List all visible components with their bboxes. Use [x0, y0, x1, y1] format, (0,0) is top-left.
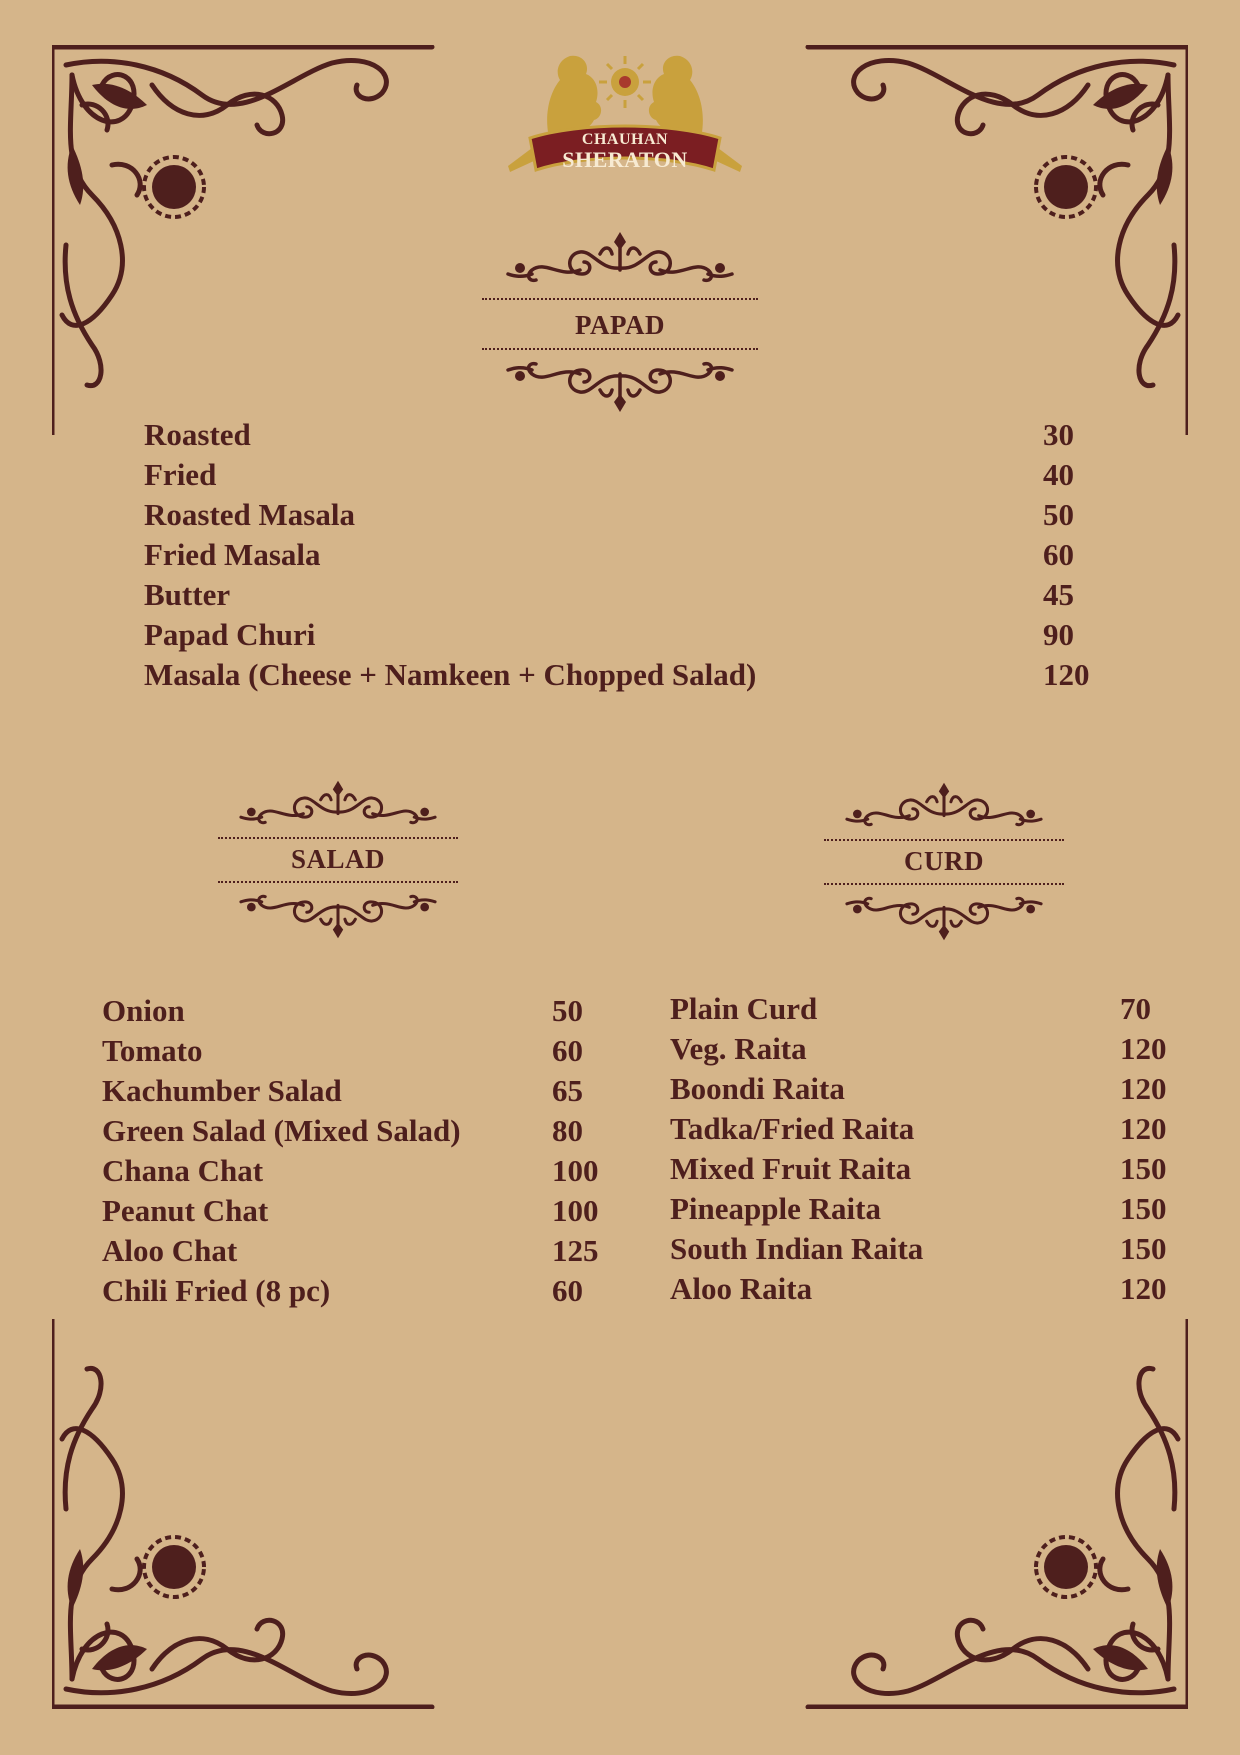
menu-item-price: 120: [1120, 1031, 1167, 1066]
menu-item-name: Roasted Masala: [144, 497, 355, 532]
dotted-rule: [482, 298, 758, 300]
menu-item-name: Tomato: [102, 1033, 203, 1068]
menu-item-price: 150: [1120, 1231, 1167, 1266]
menu-item-name: Fried Masala: [144, 537, 321, 572]
menu-item-price: 100: [552, 1153, 599, 1188]
menu-item-price: 65: [552, 1073, 583, 1108]
flourish-top-icon: [233, 779, 443, 831]
flourish-bottom-icon: [500, 354, 740, 414]
brand-line-1: CHAUHAN: [581, 131, 669, 148]
menu-item-price: 50: [552, 993, 583, 1028]
menu-item-name: Kachumber Salad: [102, 1073, 342, 1108]
dotted-rule: [218, 881, 458, 883]
menu-item-price: 60: [552, 1273, 583, 1308]
brand-logo: [500, 42, 750, 192]
menu-item-name: Roasted: [144, 417, 251, 452]
dotted-rule: [482, 348, 758, 350]
papad-section-header: [482, 230, 758, 420]
menu-item-name: Mixed Fruit Raita: [670, 1151, 912, 1186]
corner-ornament-top-left: [52, 45, 452, 435]
menu-item-price: 70: [1120, 991, 1151, 1026]
menu-item-price: 120: [1120, 1271, 1167, 1306]
menu-item-price: 120: [1120, 1111, 1167, 1146]
corner-ornament-top-right: [788, 45, 1188, 435]
menu-item-price: 150: [1120, 1151, 1167, 1186]
menu-item-name: Butter: [144, 577, 231, 612]
menu-item-price: 45: [1043, 577, 1074, 612]
menu-item-price: 30: [1043, 417, 1074, 452]
menu-item-price: 150: [1120, 1191, 1167, 1226]
dotted-rule: [824, 839, 1064, 841]
menu-item-name: Chili Fried (8 pc): [102, 1273, 331, 1308]
flourish-bottom-icon: [839, 890, 1049, 942]
menu-item-price: 50: [1043, 497, 1074, 532]
menu-item-price: 120: [1120, 1071, 1167, 1106]
menu-item-name: Onion: [102, 993, 185, 1028]
corner-ornament-bottom-left: [52, 1319, 452, 1709]
flourish-top-icon: [500, 230, 740, 290]
menu-item-name: Masala (Cheese + Namkeen + Chopped Salad): [144, 657, 757, 692]
section-title: SALAD: [290, 844, 386, 874]
corner-ornament-bottom-right: [788, 1319, 1188, 1709]
menu-item-name: Green Salad (Mixed Salad): [102, 1113, 461, 1148]
menu-item-name: South Indian Raita: [670, 1231, 924, 1266]
section-title: PAPAD: [575, 310, 665, 340]
menu-item-price: 60: [1043, 537, 1074, 572]
menu-item-name: Boondi Raita: [670, 1071, 845, 1106]
dotted-rule: [824, 883, 1064, 885]
menu-item-name: Pineapple Raita: [670, 1191, 881, 1226]
menu-item-name: Peanut Chat: [102, 1193, 269, 1228]
brand-line-2: SHERATON: [562, 147, 688, 172]
section-title: CURD: [904, 846, 984, 876]
menu-item-name: Aloo Raita: [670, 1271, 813, 1306]
flourish-bottom-icon: [233, 888, 443, 940]
menu-item-name: Papad Churi: [144, 617, 316, 652]
menu-item-price: 40: [1043, 457, 1074, 492]
menu-item-price: 120: [1043, 657, 1090, 692]
curd-section-header: [824, 777, 1064, 947]
menu-item-price: 80: [552, 1113, 583, 1148]
menu-item-name: Fried: [144, 457, 217, 492]
menu-item-price: 90: [1043, 617, 1074, 652]
menu-item-name: Plain Curd: [670, 991, 818, 1026]
flourish-top-icon: [839, 781, 1049, 833]
dotted-rule: [218, 837, 458, 839]
menu-item-price: 100: [552, 1193, 599, 1228]
menu-item-name: Chana Chat: [102, 1153, 264, 1188]
menu-item-price: 60: [552, 1033, 583, 1068]
menu-item-name: Tadka/Fried Raita: [670, 1111, 915, 1146]
salad-section-header: [218, 775, 458, 945]
menu-item-price: 125: [552, 1233, 599, 1268]
menu-item-name: Veg. Raita: [670, 1031, 807, 1066]
menu-item-name: Aloo Chat: [102, 1233, 238, 1268]
